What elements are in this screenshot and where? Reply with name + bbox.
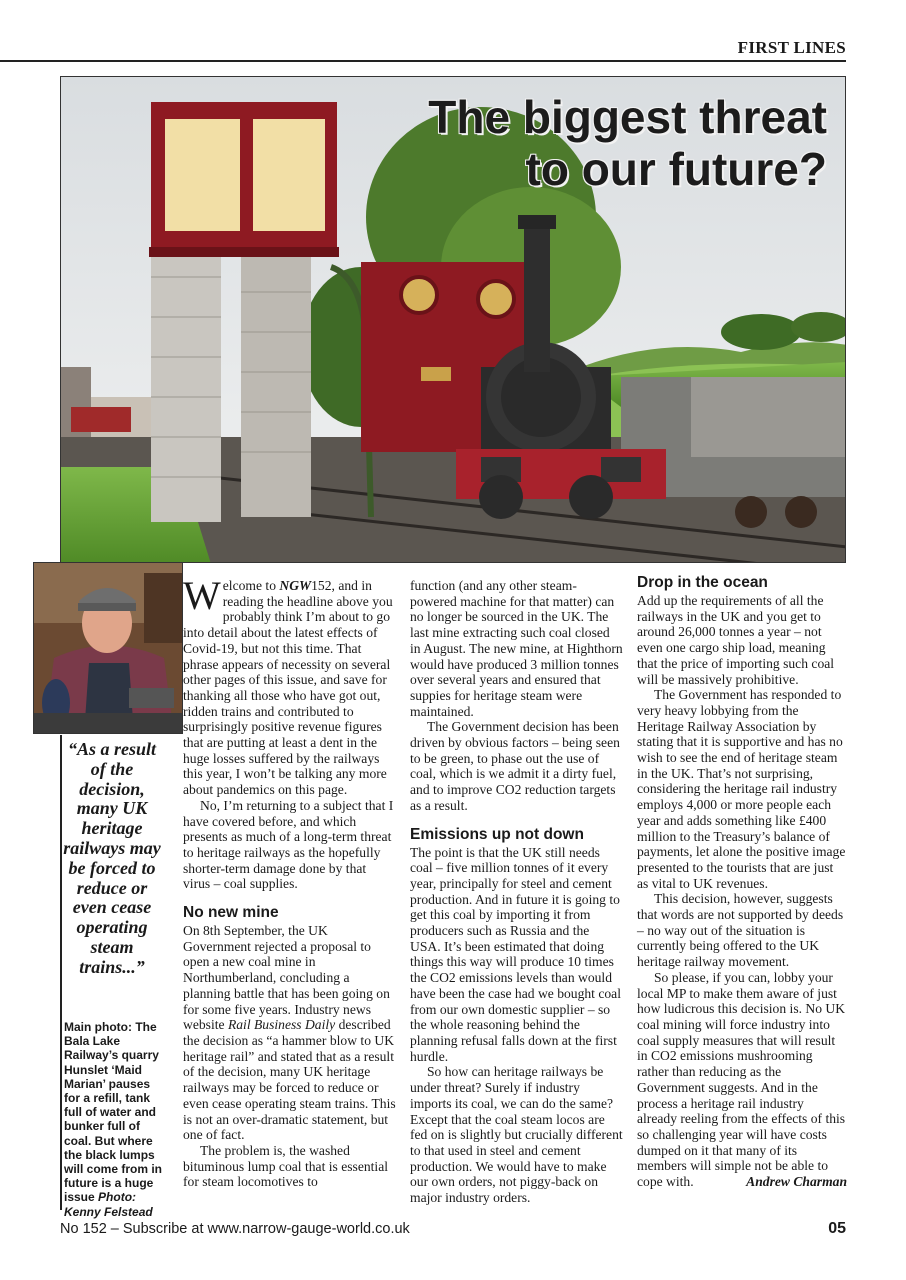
- drop-cap: W: [183, 573, 221, 618]
- intro-paragraph: [183, 573, 396, 798]
- article-column-3: [637, 574, 847, 1190]
- paragraph: This decision, however, suggests that words are not supported by deeds – no way out of the situation is currently being offered to the UK heritage railway movement.: [637, 891, 844, 970]
- pull-quote: “As a result of the decision, many UK heritage railways may be forced to reduce or even cease operating steam trains...”: [63, 739, 161, 977]
- portrait-photo: [34, 563, 183, 734]
- photo-credit: Photo: Kenny Felstead: [64, 1190, 153, 1219]
- headline: [428, 91, 827, 195]
- paragraph: So how can heritage railways be under threat? Surely if industry imports its coal, we can do the same? Except that the coal steam locos are fed on is slightly but crucially different to that used in steel and cement production. We would have to make our own orders, not piggy-back on major industry orders.: [410, 1064, 623, 1206]
- intro-text-a: elcome to: [222, 578, 280, 593]
- paragraph: The Government has responded to very heavy lobbying from the Heritage Railway Association by stating that it is supportive and has no wish to see the end of heritage steam in the UK. That’s not surprising, considering the heritage rail industry employs 4,000 or more people each year and adds something like £400 million to the Treasury’s balance of payments, let alone the positive image presented to the tourists that are just as vital to UK revenues.: [637, 687, 846, 891]
- paragraph: The problem is, the washed bituminous lump coal that is essential for steam locomotives to: [183, 1142, 389, 1190]
- paragraph-text: On 8th September, the UK Government rejected a proposal to open a new coal mine in Northumberland, concluding a planning battle that has been going on for some five years. Industry news website: [183, 923, 390, 1033]
- footer-subscribe: No 152 – Subscribe at www.narrow-gauge-world.co.uk: [60, 1221, 410, 1237]
- article-column-2: [410, 578, 623, 1206]
- page-number: 05: [828, 1220, 846, 1237]
- paragraph-text: So please, if you can, lobby your local MP to make them aware of just how ludicrous this decision is. No UK coal mining will force industry into coal supply measures that will result in CO2 emissions mushrooming rather than reducing as the Government suggests. And in the process a heritage rail industry already reeling from the effects of this so challenging year will have costs dumped on it that many of its members will simple not be able to cope with.: [637, 969, 846, 1190]
- main-photo: [60, 76, 846, 563]
- subheading-no-new-mine: No new mine: [183, 904, 279, 922]
- top-rule: [0, 60, 846, 62]
- headline-line-1: The biggest threat: [428, 91, 827, 143]
- headline-line-2: to our future?: [525, 143, 827, 195]
- subheading-drop-in-ocean: Drop in the ocean: [637, 574, 768, 591]
- paragraph: The point is that the UK still needs coal – five million tonnes of it every year, principally for steel and cement production. And in future it is going to get this coal by importing it from producers such as Russia and the USA. It’s been estimated that doing things this way will produce 10 times the CO2 emissions levels than would have been the case had we bought coal from our own domestic supplier – so the whole reasoning behind the planning refusal falls down at the first hurdle.: [410, 844, 621, 1064]
- paragraph: function (and any other steam-powered machine for that matter) can no longer be sourced in the UK. The last mine extracting such coal closed in August. The new mine, at Highthorn would have produced 3 million tonnes over several years and ensured that suppies for heritage steam were maintained.: [410, 578, 623, 719]
- author-byline: Andrew Charman: [746, 1174, 847, 1190]
- paragraph: Add up the requirements of all the railways in the UK and you get to around 26,000 tonnes a year – not even one cargo ship load, meaning that the price of importing such coal will be massively prohibitive.: [637, 593, 835, 687]
- subheading-emissions: Emissions up not down: [410, 825, 584, 843]
- intro-text-b: 152, and in reading the headline above you probably think I’m about to go into detail about the latest effects of Covid-19, but not this time. That phrase appears of necessity on several other pages of this issue, and save for thanking all those who have got out, ridden trains and contributed to surprisingly positive revenue figures that are putting at least a dent in the huge losses suffered by the railways this year, I won’t be talking any more about pandemics on this page.: [183, 578, 393, 798]
- section-label: FIRST LINES: [737, 38, 846, 57]
- photo-caption: [64, 1020, 166, 1219]
- caption-text: Main photo: The Bala Lake Railway’s quarry Hunslet ‘Maid Marian’ pauses for a refill, tank full of water and bunker full of coal. But where the black lumps will come from in future is a huge issue: [64, 1020, 163, 1205]
- paragraph: [183, 923, 396, 1143]
- paragraph: [637, 970, 847, 1190]
- magazine-name: NGW: [279, 578, 312, 593]
- article-column-1: [183, 573, 396, 1190]
- paragraph-text: described the decision as “a hammer blow to UK heritage rail” and stated that as a result of the decision, many UK heritage railways may be forced to reduce or even cease operating steam trains. This is not an over-dramatic statement, but one of fact.: [183, 1017, 396, 1143]
- author-portrait: [33, 562, 183, 734]
- paragraph: No, I’m returning to a subject that I have covered before, and which presents as much of a long-term threat to heritage railways as the hopefully shorter-term damage done by that virus – coal supplies.: [183, 797, 394, 892]
- source-name: Rail Business Daily: [227, 1017, 336, 1033]
- paragraph: The Government decision has been driven by obvious factors – being seen to be green, to phase out the use of coal, which is we admit it a dirty fuel, and to improve CO2 reduction targets as a result.: [410, 719, 620, 813]
